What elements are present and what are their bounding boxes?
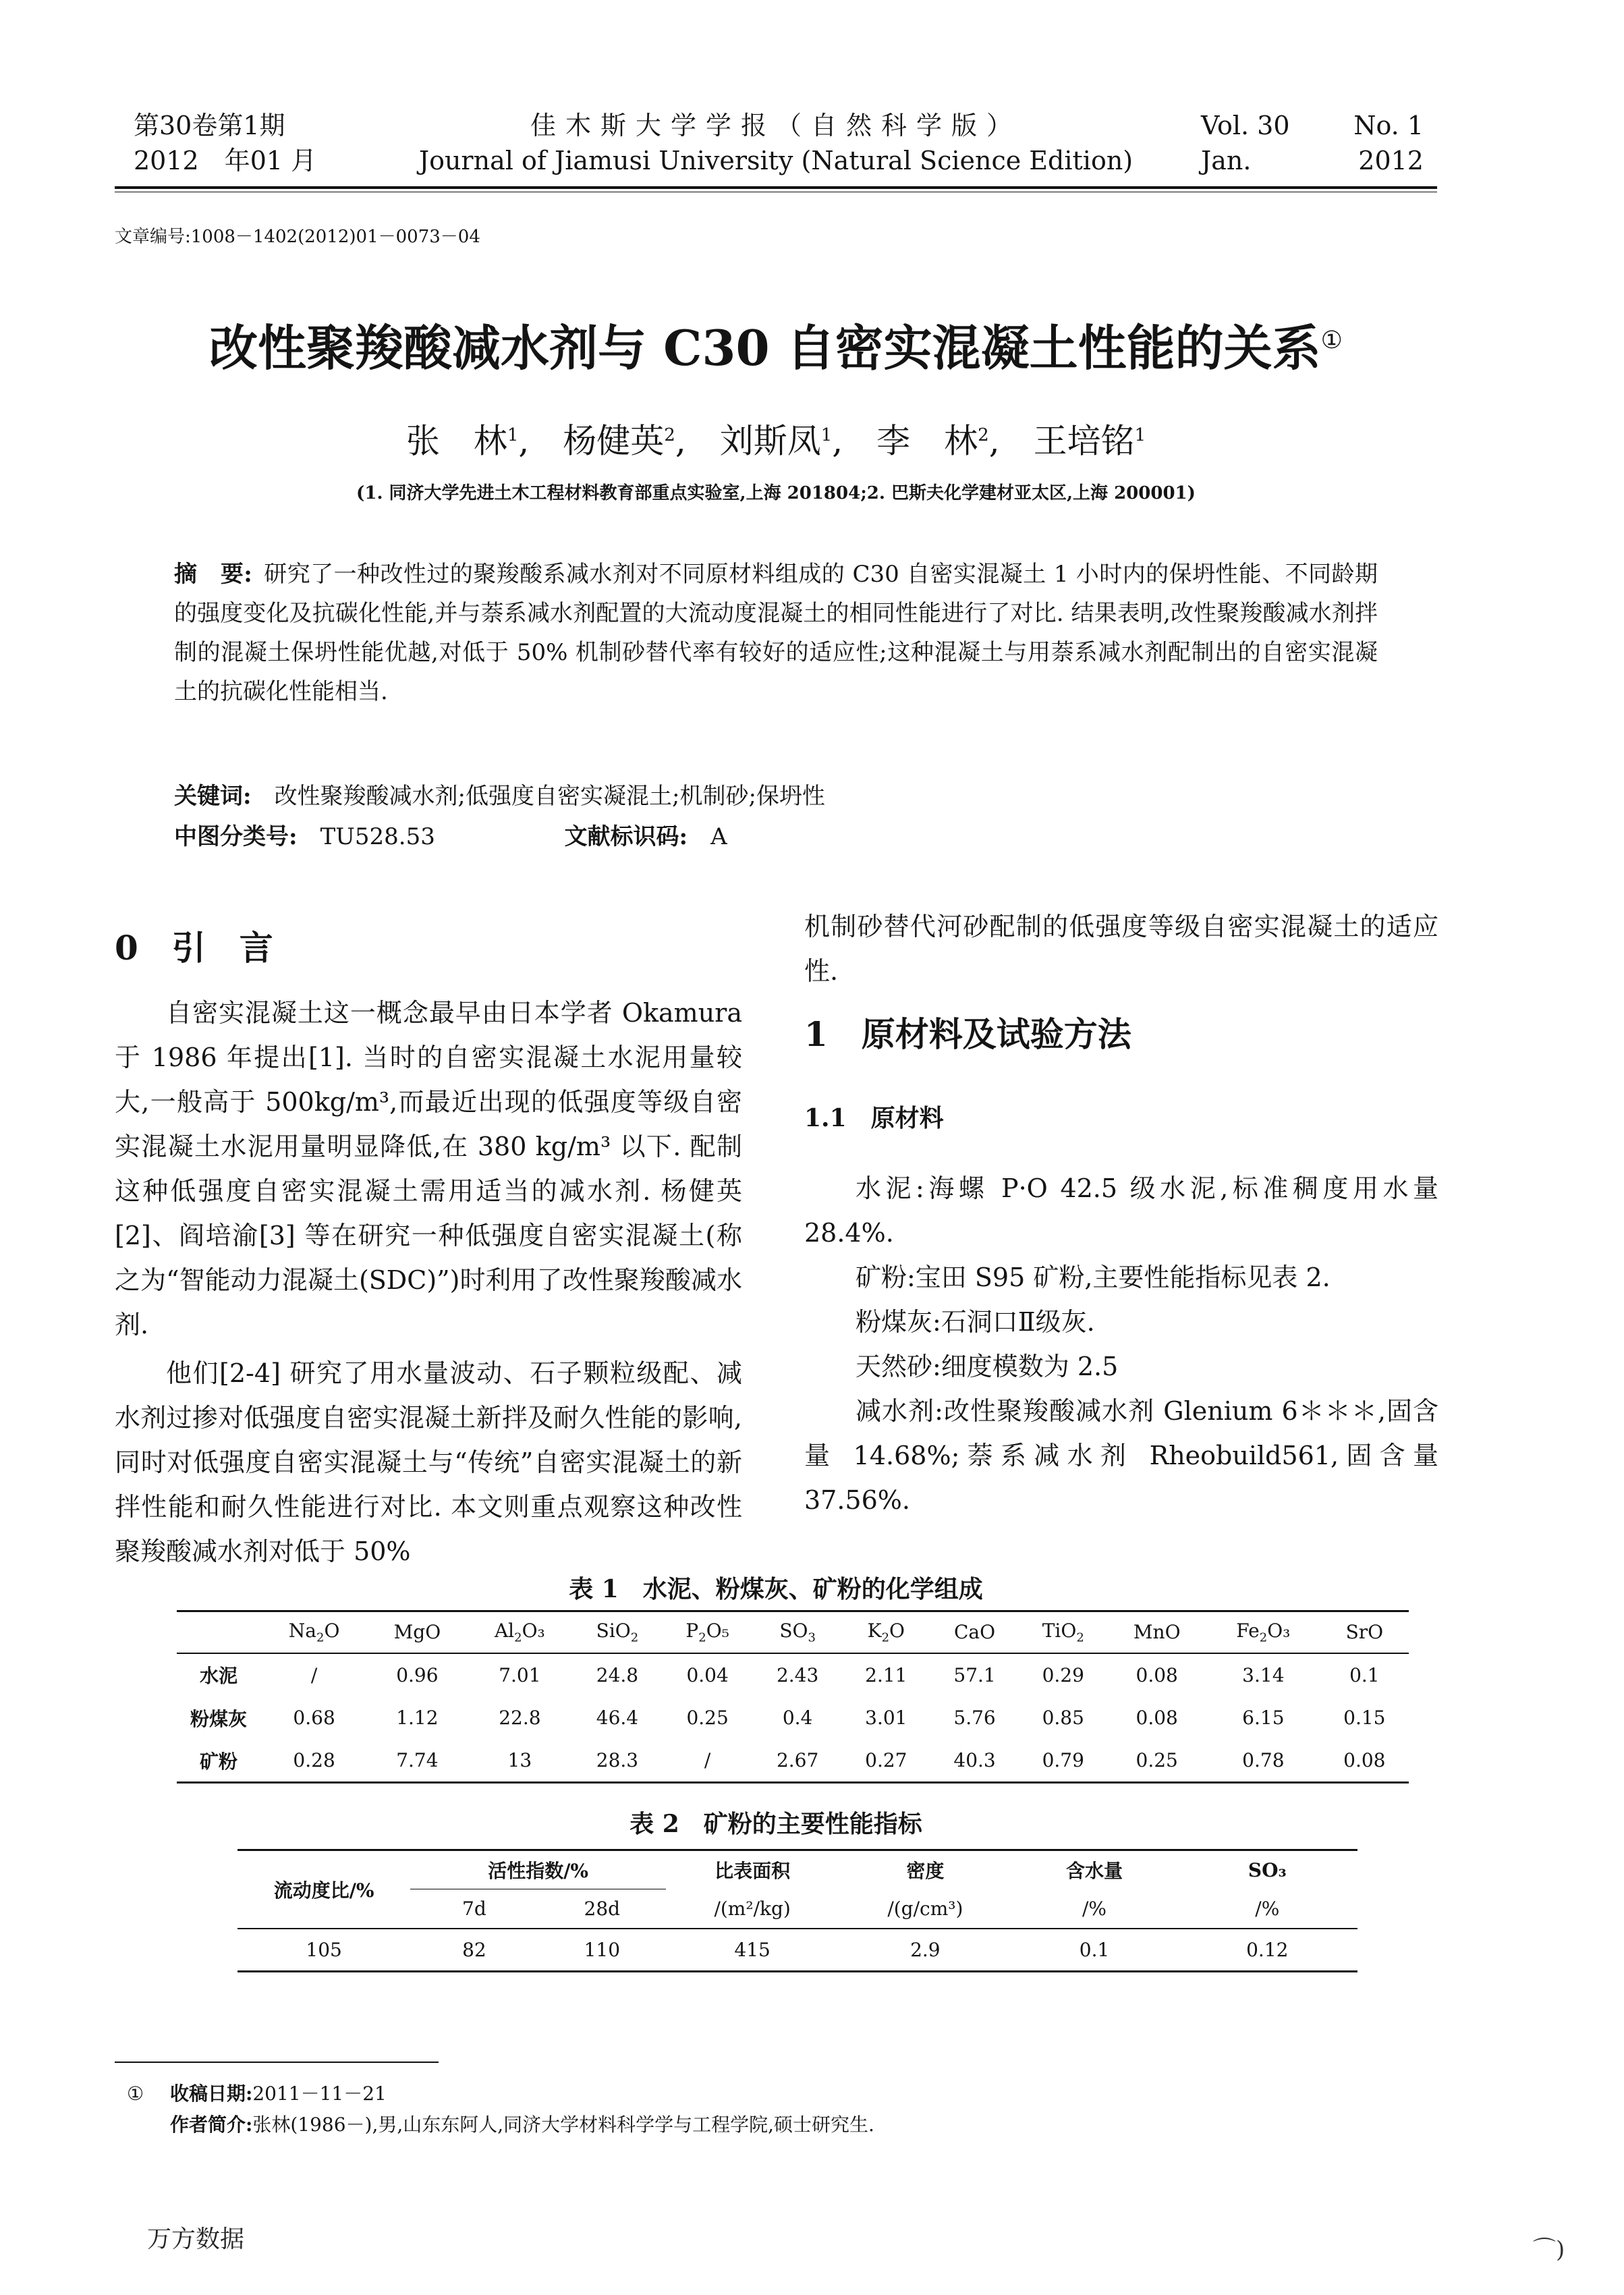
table-1-row-header: 粉煤灰 (190, 1707, 247, 1730)
abstract (174, 555, 1378, 711)
table-cell: 0.78 (1206, 1740, 1320, 1783)
table-cell: 0.68 (293, 1707, 335, 1729)
author-affiliation-mark: 1 (507, 425, 519, 445)
section-0-heading: 0 引 言 (115, 928, 273, 968)
table-cell: 0.08 (1320, 1740, 1409, 1783)
table-cell: 57.1 (953, 1663, 996, 1686)
abstract-text: 研究了一种改性过的聚羧酸系减水剂对不同原材料组成的 C30 自密实混凝土 1 小时内的保坍性能、不同龄期的强度变化及抗碳化性能,并与萘系减水剂配置的大流动度混凝土的相同性能进行了对比. 结果表明,改性聚羧酸减水剂拌制的混凝土保坍性能优越,对低于 50% 机制砂替代率有较好的适应性;这种混凝土与用萘系减水剂配制出的自密实混凝土的抗碳化性能相当. (174, 561, 1378, 705)
table-cell: 0.85 (1042, 1707, 1084, 1729)
footnote-bio (170, 2111, 1425, 2139)
right-column-body (804, 904, 1438, 993)
table-cell: 0.28 (260, 1740, 368, 1783)
table-cell: 0.08 (1136, 1663, 1178, 1686)
author: 杨健英 (563, 421, 665, 461)
source-watermark: 万方数据 (147, 2225, 245, 2253)
table-2-so3-unit: /% (1177, 1889, 1357, 1929)
table-2 (237, 1849, 1357, 1972)
table-1-col: MnO (1107, 1611, 1206, 1653)
materials-list (804, 1166, 1438, 1522)
table-2-data-row (237, 1929, 1357, 1972)
intro-paragraph-2-continued: 机制砂替代河砂配制的低强度等级自密实混凝土的适应性. (804, 912, 1438, 986)
keywords-text: 改性聚羧酸减水剂;低强度自密实凝混土;机制砂;保坍性 (274, 783, 825, 810)
section-1-heading: 1 原材料及试验方法 (804, 1014, 1131, 1054)
table-cell: 5.76 (953, 1707, 996, 1729)
table-2-28d-header: 28d (538, 1889, 666, 1929)
table-1-row-header: 水泥 (199, 1665, 237, 1687)
month-en: Jan. (1201, 146, 1252, 175)
table-1-col: $Na_2O$ (260, 1611, 368, 1653)
table-2-flow-header: 流动度比/% (237, 1850, 410, 1929)
header-rule-thick (115, 186, 1437, 189)
table-2-7d-header: 7d (410, 1889, 538, 1929)
footnote-received (127, 2080, 1425, 2108)
table-cell: 0.29 (1042, 1663, 1084, 1686)
doc-code-value: A (710, 823, 727, 850)
paper-title (115, 307, 1437, 382)
table-cell: 22.8 (499, 1707, 541, 1729)
table-cell: 105 (237, 1929, 410, 1972)
table-2-area-header: 比表面积 (715, 1860, 791, 1883)
intro-paragraph-1: 自密实混凝土这一概念最早由日本学者 Okamura 于 1986 年提出[1]. 当时的自密实混凝土水泥用量较大,一般高于 500kg/m³,而最近出现的低强度等级自密实混凝土水泥用量明显降低,在 380 kg/m³ 以下. 配制这种低强度自密实混凝土需用适当的减水剂. 杨健英[2]、阎培渝[3] 等在研究一种低强度自密实混凝土(称之为“智能动力混凝土(SDC)”)时利用了改性聚羧酸减水剂. (115, 998, 742, 1339)
author-affiliation-mark: 2 (664, 425, 675, 445)
table-2-water-header: 含水量 (1066, 1860, 1123, 1883)
table-cell: 46.4 (596, 1707, 639, 1729)
table-cell: 0.25 (1107, 1740, 1206, 1783)
author: 王培铭 (1033, 421, 1135, 461)
table-cell: 0.4 (782, 1707, 813, 1729)
table-1-caption: 表 1 水泥、粉煤灰、矿粉的化学组成 (569, 1575, 983, 1603)
author-affiliation-mark: 1 (820, 425, 833, 445)
table-cell: 3.01 (865, 1707, 907, 1729)
table-1-row-header: 矿粉 (177, 1740, 260, 1783)
table-1-col: SiO$_2$ (573, 1611, 662, 1653)
table-cell: 2.9 (839, 1929, 1011, 1972)
material-slag: 矿粉:宝田 S95 矿粉,主要性能指标见表 2. (856, 1263, 1331, 1292)
header-right (1201, 108, 1424, 178)
material-admixture: 减水剂:改性聚羧酸减水剂 Glenium 6＊＊＊,固含量 14.68%;萘系减水剂 Rheobuild561,固含量 37.56%. (804, 1396, 1438, 1515)
table-cell: 2.11 (865, 1663, 907, 1686)
table-cell: / (662, 1740, 754, 1783)
table-1-col: $K_2O$ (842, 1611, 930, 1653)
material-sand: 天然砂:细度模数为 2.5 (856, 1352, 1119, 1381)
table-cell: 2.43 (776, 1663, 819, 1686)
title-text: 改性聚羧酸减水剂与 C30 自密实混凝土性能的关系 (209, 319, 1321, 377)
table-cell: 0.04 (686, 1663, 729, 1686)
issue-date: 2012 年01 月 (134, 146, 317, 175)
received-date: 2011－11－21 (252, 2082, 387, 2105)
author: 李 林 (876, 421, 978, 461)
table-cell: 28.3 (573, 1740, 662, 1783)
table-cell: 110 (538, 1929, 666, 1972)
table-1-col: CaO (930, 1611, 1019, 1653)
table-cell: 0.08 (1136, 1707, 1178, 1729)
table-1-col: $Al_2O_3$ (467, 1611, 573, 1653)
table-1 (177, 1610, 1409, 1784)
classification (174, 817, 1378, 857)
table-cell: 0.79 (1019, 1740, 1107, 1783)
journal-name (378, 108, 1174, 178)
author-affiliation-mark: 2 (978, 425, 989, 445)
table-cell: / (310, 1663, 318, 1686)
table-1-body (177, 1653, 1409, 1783)
keywords (174, 776, 1378, 817)
table-cell: 415 (666, 1929, 839, 1972)
table-cell: 3.14 (1242, 1663, 1285, 1686)
table-2-header-row-1 (237, 1850, 1357, 1889)
table-cell: 13 (467, 1740, 573, 1783)
table-1-col: MgO (368, 1611, 466, 1653)
table-2-density-unit: /(g/cm³) (839, 1889, 1011, 1929)
table-cell: 82 (410, 1929, 538, 1972)
doc-code-label: 文献标识码: (564, 823, 688, 850)
affiliations: (1. 同济大学先进土木工程材料教育部重点实验室,上海 201804;2. 巴斯夫化学建材亚太区,上海 200001) (356, 483, 1196, 503)
table-1-col: SrO (1320, 1611, 1409, 1653)
material-flyash: 粉煤灰:石洞口Ⅱ级灰. (856, 1307, 1095, 1337)
table-cell: 0.1 (1349, 1663, 1380, 1686)
table-cell: 0.15 (1343, 1707, 1386, 1729)
no-en: No. 1 (1353, 111, 1424, 140)
table-1-header-row (177, 1611, 1409, 1653)
table-cell: 2.67 (754, 1740, 842, 1783)
table-cell: 0.27 (842, 1740, 930, 1783)
author: 张 林 (405, 421, 507, 461)
clc-value: TU528.53 (320, 823, 435, 850)
table-1-col: $Fe_2O_3$ (1206, 1611, 1320, 1653)
table-cell: 0.96 (396, 1663, 439, 1686)
table-cell: 1.12 (396, 1707, 439, 1729)
table-1-col: $SO_3$ (754, 1611, 842, 1653)
table-cell: 7.01 (499, 1663, 541, 1686)
table-2-caption: 表 2 矿粉的主要性能指标 (629, 1810, 922, 1838)
table-1-row (177, 1653, 1409, 1696)
intro-paragraph-2: 他们[2-4] 研究了用水量波动、石子颗粒级配、减水剂过掺对低强度自密实混凝土新拌及耐久性能的影响,同时对低强度自密实混凝土与“传统”自密实混凝土的新拌性能和耐久性能进行对比. 本文则重点观察这种改性聚羧酸减水剂对低于 50% (115, 1358, 742, 1566)
table-cell: 0.1 (1011, 1929, 1177, 1972)
table-cell: 0.25 (686, 1707, 729, 1729)
keywords-label: 关键词: (174, 783, 252, 810)
table-cell: 0.12 (1177, 1929, 1357, 1972)
table-1-col: TiO$_2$ (1019, 1611, 1107, 1653)
page-corner-mark: ⌒) (1533, 2236, 1565, 2263)
table-2-water-unit: /% (1011, 1889, 1177, 1929)
year-en: 2012 (1358, 146, 1424, 175)
clc-label: 中图分类号: (174, 823, 298, 850)
table-2-area-unit: /(m²/kg) (666, 1889, 839, 1929)
article-number: 文章编号:1008－1402(2012)01－0073－04 (115, 227, 480, 247)
table-cell: 24.8 (596, 1663, 639, 1686)
header-left (134, 108, 376, 178)
author-list: 张 林$^1$, 杨健英$^2$, 刘斯凤$^1$, 李 林$^2$, 王培铭$^1$ (405, 421, 1146, 461)
table-cell: 40.3 (930, 1740, 1019, 1783)
bio-text: 张林(1986－),男,山东东阿人,同济大学材料科学学与工程学院,硕士研究生. (252, 2113, 874, 2136)
table-2-density-header: 密度 (906, 1860, 945, 1883)
title-footnote-mark: ① (1320, 327, 1343, 354)
volume-issue: 第30卷第1期 (134, 111, 285, 140)
footnote-rule (115, 2062, 439, 2063)
table-cell: 6.15 (1242, 1707, 1285, 1729)
author: 刘斯凤 (719, 421, 821, 461)
abstract-label: 摘 要: (174, 561, 252, 588)
footnote-mark: ① (127, 2082, 144, 2105)
material-cement: 水泥:海螺 P·O 42.5 级水泥,标准稠度用水量 28.4%. (804, 1173, 1438, 1248)
section-1-1-heading: 1.1 原材料 (804, 1104, 944, 1132)
bio-label: 作者简介: (170, 2113, 253, 2136)
table-1-col: $P_2O_5$ (662, 1611, 754, 1653)
journal-name-zh: 佳木斯大学学报（自然科学版） (530, 111, 1021, 140)
table-1-corner (177, 1611, 260, 1653)
journal-name-en: Journal of Jiamusi University (Natural Science Edition) (418, 146, 1133, 175)
table-1-row (177, 1696, 1409, 1740)
table-2-activity-header: 活性指数/% (410, 1850, 666, 1889)
left-column-body (115, 991, 742, 1574)
table-2-so3-header: SO₃ (1248, 1858, 1287, 1881)
table-cell: 7.74 (368, 1740, 466, 1783)
received-label: 收稿日期: (170, 2082, 253, 2105)
author-affiliation-mark: 1 (1134, 425, 1146, 445)
vol-en: Vol. 30 (1201, 111, 1290, 140)
table-1-row (177, 1740, 1409, 1783)
